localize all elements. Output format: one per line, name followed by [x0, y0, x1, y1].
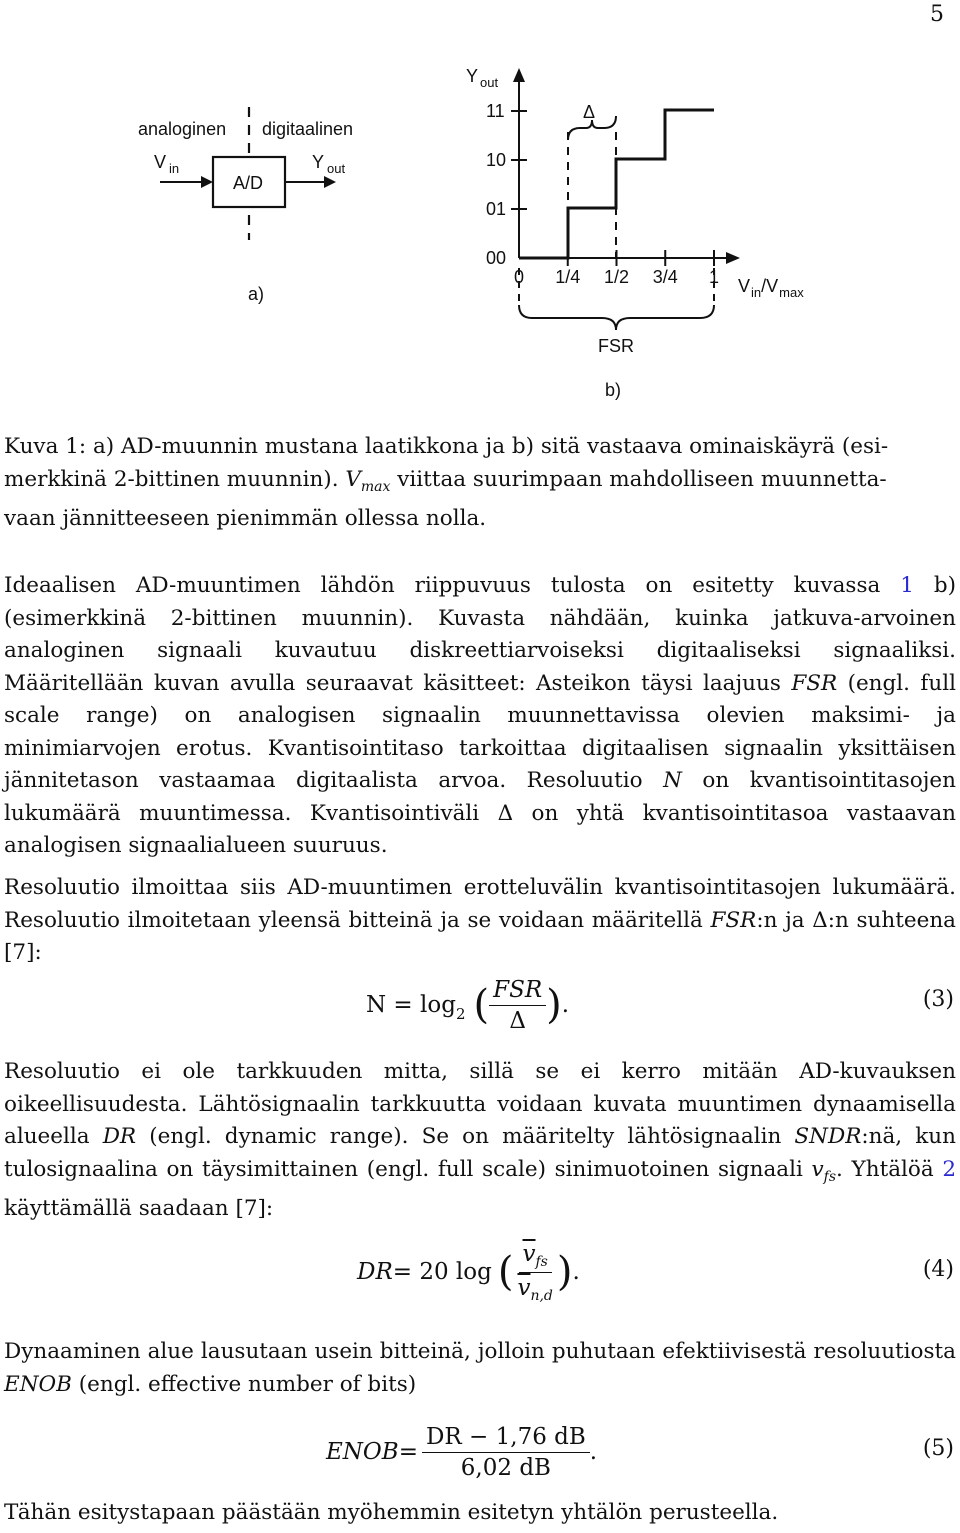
figure-reference-link[interactable]: 1 [900, 573, 914, 598]
caption-b: b) [605, 380, 622, 400]
paragraph-resolution: Resoluutio ilmoittaa siis AD-muuntimen erotteluvälin kvantisointitasojen lukumäärä. Resoluutio ilmoitetaan yleensä bitteinä ja se voidaan määritellä FSR:n ja Δ:n suhteena [7]: [4, 875, 957, 965]
y-tick-label: 01 [486, 199, 507, 219]
y-axis-arrow [513, 68, 525, 82]
fsr-brace [519, 305, 714, 330]
x-tick-label: 0 [513, 267, 525, 287]
panel-a-block-diagram [138, 107, 353, 304]
equation-reference-link[interactable]: 2 [942, 1156, 957, 1182]
paragraph-definitions: Ideaalisen AD-muuntimen lähdön riippuvuus tulosta on esitetty kuvassa 1 b) (esimerkkinä 2-bittinen muunnin). Kuvasta nähdään, kuinka jatkuva-arvoinen analoginen signaali kuvautuu diskreettiarvoiseksi digitaaliseksi signaaliksi. Määritellään kuvan avulla seuraavat käsitteet: Asteikon täysi laajuus FSR (engl. full scale range) on analogisen signaalin muunnettavissa olevien maksimi- ja minimiarvojen erotus. Kvantisointitaso tarkoittaa digitaalisen signaalin yksittäisen jännitetason vastaamaa digitaalista arvoa. Resoluutio N on kvantisointitasojen lukumäärä muuntimessa. Kvantisointiväli Δ on yhtä kvantisointitasoa vastaavan analogisen signaalialueen suuruus. [4, 573, 956, 858]
digital-label: digitaalinen [262, 119, 354, 139]
input-arrow-head [201, 176, 213, 188]
paragraph-dynamic-range: Resoluutio ei ole tarkkuuden mitta, sillä se ei kerro mitään AD-kuvauksen oikeellisuudesta. Lähtösignaalin tarkkuutta voidaan kuvata muuntimen dynaamisella alueella DR (engl. dynamic range). Se on määritelty lähtösignaalin SNDR:nä, kun tulosignaalina on täysimittainen (engl. full scale) sinimuotoinen signaali $v_{fs}$. Yhtälöä 2 käyttämällä saadaan [7]: [4, 1059, 957, 1221]
equation-4: DR = 20 log ( $\frac{\overline{v}_{fs}}{\overline{v}_{n,d}}$ ) . (4) [357, 1240, 954, 1304]
ad-box-label: A/D [233, 173, 264, 193]
analog-label: analoginen [138, 119, 227, 139]
y-tick-label: 00 [486, 248, 507, 268]
y-ticks [486, 101, 527, 268]
equation-number-4: (4) [922, 1257, 954, 1282]
figure-caption: Kuva 1: a) AD-muunnin mustana laatikkona ja b) sitä vastaava ominaiskäyrä (esi- merkkinä 2-bittinen muunnin). $V_{max}$ viittaa suurimpaan mahdolliseen muunnetta- vaan jännitteeseen pienimmän ollessa nolla. [4, 434, 889, 531]
caption-a: a) [248, 284, 265, 304]
figure-1 [0, 0, 960, 420]
panel-b-transfer-curve [466, 66, 804, 400]
equation-number-5: (5) [922, 1436, 954, 1461]
equation-number-3: (3) [922, 987, 954, 1012]
paragraph-closing: Tähän esitystapaan päästään myöhemmin esitetyn yhtälön perusteella. [4, 1500, 779, 1525]
x-tick-label: 1 [708, 267, 720, 287]
y-tick-label: 10 [486, 150, 507, 170]
fsr-label: FSR [598, 336, 634, 356]
page-number: 5 [930, 2, 944, 27]
delta-label: Δ [583, 102, 596, 122]
input-label: V $_{in}$ [154, 152, 180, 176]
x-axis-label: $V_{in}/V_{max}$ [738, 276, 804, 300]
y-axis-label: Y $_{out}$ [466, 66, 499, 90]
y-tick-label: 11 [486, 101, 505, 121]
output-arrow-head [324, 176, 336, 188]
x-tick-label: 3/4 [652, 267, 678, 287]
x-axis-arrow [726, 252, 740, 264]
output-label: Y $_{out}$ [312, 152, 346, 176]
x-tick-label: 1/2 [603, 267, 630, 287]
equation-3: N = log 2 ( $\frac{\text{FSR}}{\Delta}$ ) . (3) [366, 976, 954, 1034]
equation-5: ENOB = $\frac{DR - 1,76 dB}{6,02 dB}$ . (5) [326, 1423, 954, 1481]
x-tick-label: 1/4 [555, 267, 581, 287]
paragraph-enob: Dynaaminen alue lausutaan usein bitteinä, jolloin puhutaan efektiivisestä resoluutiosta ENOB (engl. effective number of bits) [4, 1339, 956, 1397]
